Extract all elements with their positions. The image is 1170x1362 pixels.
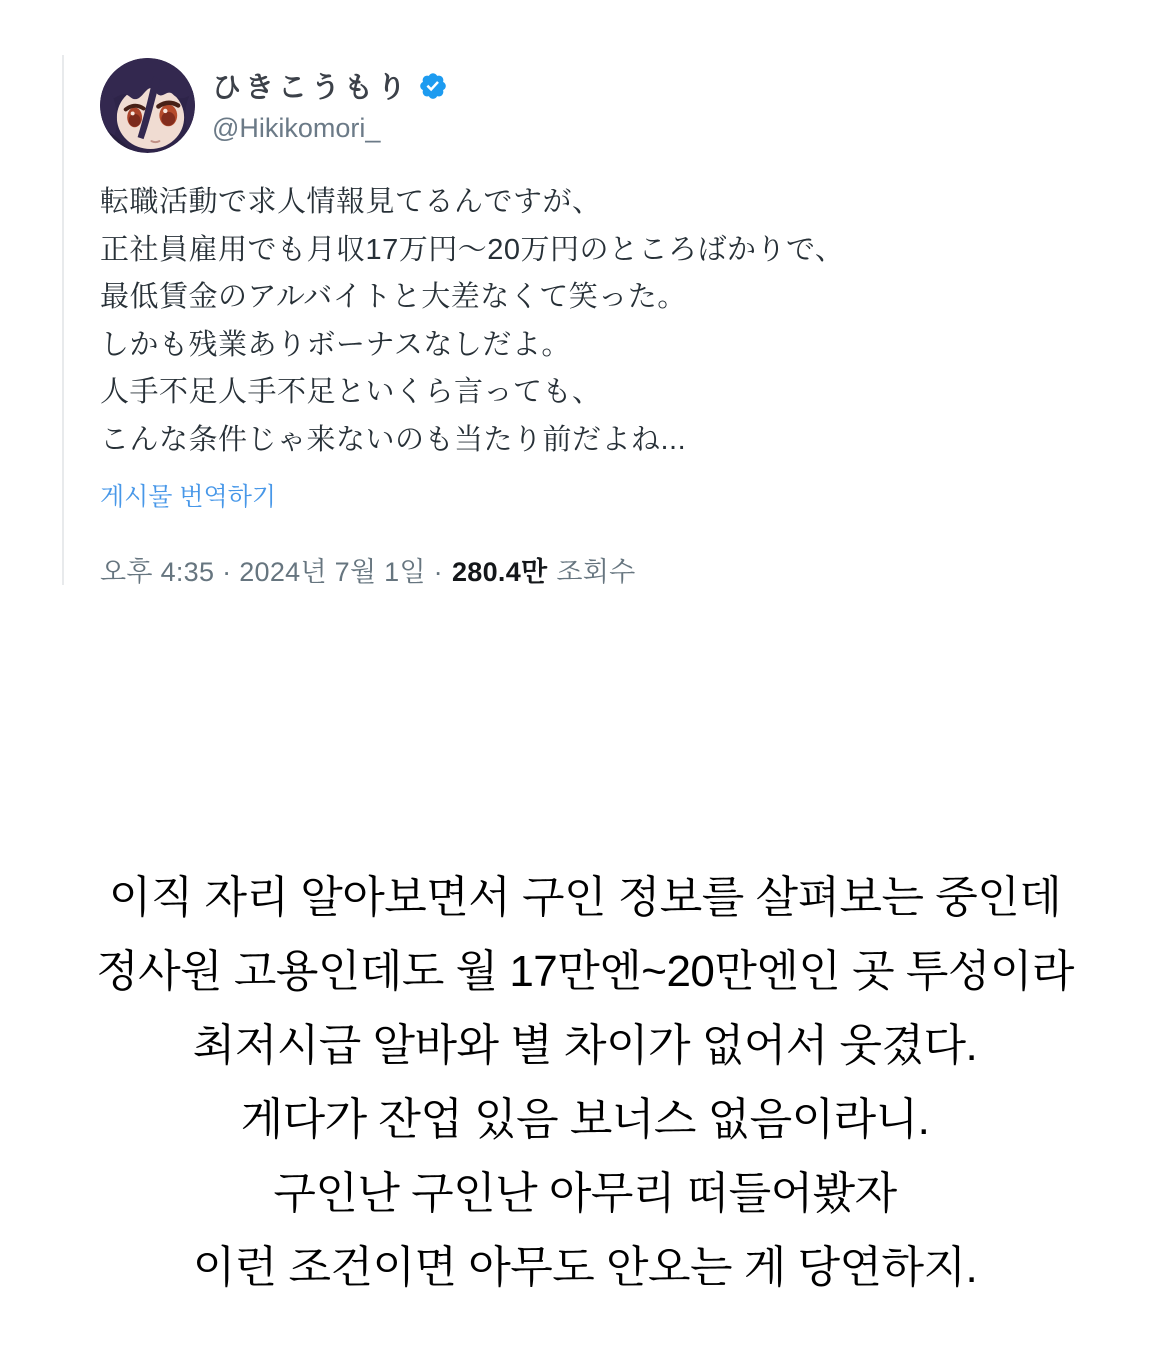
- translation-line-2: 정사원 고용인데도 월 17만엔~20만엔인 곳 투성이라: [96, 947, 1074, 996]
- tweet-text-line-3: 最低賃金のアルバイトと大差なくて笑った。: [100, 281, 687, 313]
- user-identity: [212, 58, 448, 144]
- tweet-text-line-1: 転職活動で求人情報見てるんですが、: [100, 186, 602, 218]
- avatar[interactable]: [100, 58, 195, 153]
- view-count: 280.4만: [451, 557, 548, 587]
- tweet-text-line-4: しかも残業ありボーナスなしだよ。: [100, 328, 571, 361]
- tweet-text-line-6: こんな条件じゃ来ないのも当たり前だよね...: [100, 423, 687, 456]
- tweet-text: [100, 179, 1110, 464]
- translation-line-1: 이직 자리 알아보면서 구인 정보를 살펴보는 중인데: [108, 873, 1062, 922]
- tweet-card: [100, 58, 1110, 589]
- user-handle[interactable]: @Hikikomori_: [212, 113, 381, 143]
- tweet-text-line-2: 正社員雇用でも月収17万円～20万円のところばかりで、: [100, 233, 845, 266]
- tweet-header: [100, 58, 1110, 153]
- korean-translation: [0, 861, 1170, 1305]
- display-name[interactable]: ひきこうもり: [212, 72, 411, 104]
- translation-line-4: 게다가 잔업 있음 보너스 없음이라니.: [240, 1095, 930, 1144]
- tweet-text-line-5: 人手不足人手不足といくら言っても、: [100, 376, 602, 408]
- translate-post-link[interactable]: 게시물 번역하기: [100, 483, 276, 511]
- views-label: 조회수: [556, 557, 636, 587]
- avatar-anime-girl-image: [100, 58, 195, 153]
- timestamp: 오후 4:35 · 2024년 7월 1일 ·: [100, 557, 443, 587]
- verified-badge-icon: [418, 71, 448, 101]
- translation-line-5: 구인난 구인난 아무리 떠들어봤자: [273, 1169, 897, 1218]
- screenshot-edge-line: [62, 55, 64, 585]
- translation-line-3: 최저시급 알바와 별 차이가 없어서 웃겼다.: [192, 1021, 978, 1070]
- translation-line-6: 이런 조건이면 아무도 안오는 게 당연하지.: [192, 1243, 978, 1292]
- tweet-meta: [100, 550, 1110, 589]
